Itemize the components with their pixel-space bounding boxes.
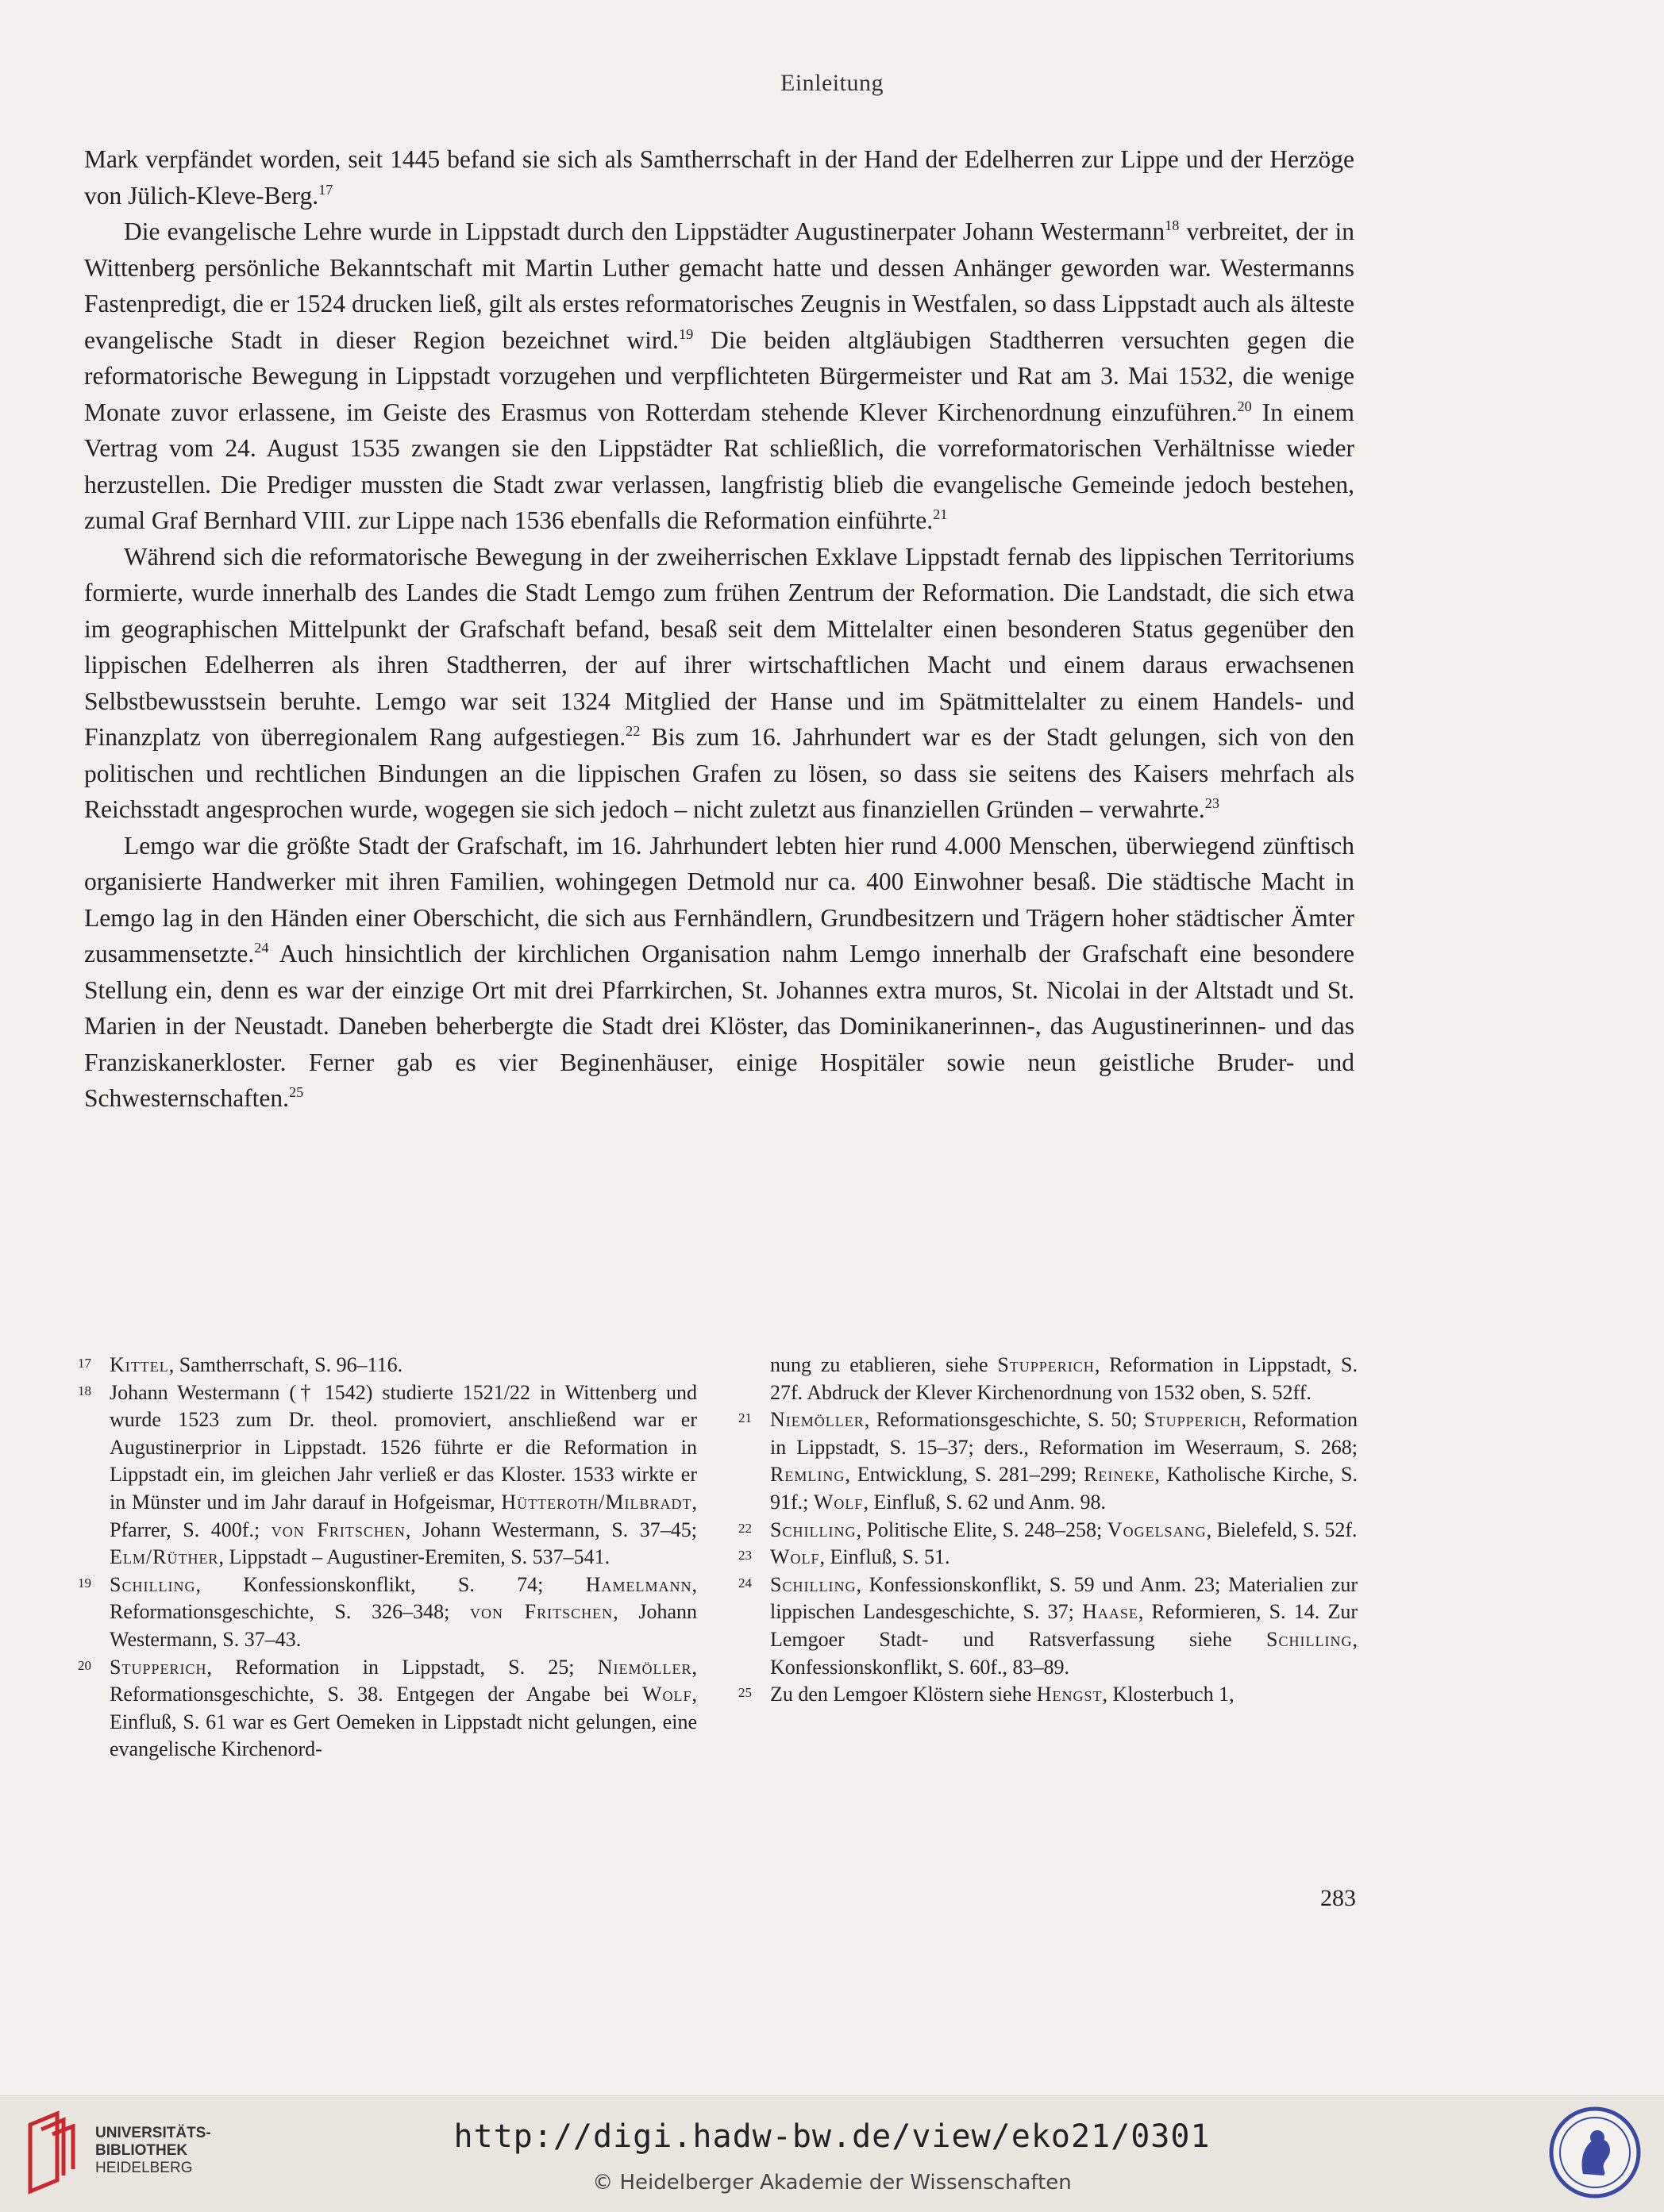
viewer-footer xyxy=(0,2095,1664,2212)
footnote-21: 21 Niemöller, Reformationsgeschichte, S. 50; Stupperich, Reformation in Lippstadt, S. 15–37; ders., Reformation im Weserraum, S. 268; Remling, Entwicklung, S. 281–299; Reineke, Katholische Kirche, S. 91f.; Wolf, Einfluß, S. 62 und Anm. 98. xyxy=(738,1408,1358,1514)
footnotes-left-column xyxy=(78,1352,697,1764)
footnote-ref-17[interactable]: 17 xyxy=(318,181,333,198)
footnote-ref-19[interactable]: 19 xyxy=(678,325,694,342)
footnote-20-continued: nung zu etablieren, siehe Stupperich, Reformation in Lippstadt, S. 27f. Abdruck der Klever Kirchenordnung von 1532 oben, S. 52ff. xyxy=(770,1353,1358,1404)
footnote-ref-25[interactable]: 25 xyxy=(289,1084,304,1101)
footnote-17: 17 Kittel, Samtherrschaft, S. 96–116. xyxy=(78,1353,403,1376)
footnote-25: 25 Zu den Lemgoer Klöstern siehe Hengst, Klosterbuch 1, xyxy=(738,1683,1235,1706)
main-text xyxy=(84,141,1354,1117)
footnote-ref-24[interactable]: 24 xyxy=(254,940,269,956)
footnote-22: 22 Schilling, Politische Elite, S. 248–258; Vogelsang, Bielefeld, S. 52f. xyxy=(738,1518,1358,1541)
running-head: Einleitung xyxy=(780,70,884,96)
copyright-notice: © Heidelberger Akademie der Wissenschaften xyxy=(592,2171,1072,2195)
footnote-20: 20 Stupperich, Reformation in Lippstadt, S. 25; Niemöller, Reformationsgeschichte, S. 38. Entgegen der Angabe bei Wolf, Einfluß, S. 61 war es Gert Oemeken in Lippstadt nicht gelungen, eine evangelische Kirchenord- xyxy=(78,1655,697,1761)
footnotes-right-column xyxy=(738,1352,1358,1764)
page-number: 283 xyxy=(1320,1885,1356,1911)
footnote-23: 23 Wolf, Einfluß, S. 51. xyxy=(738,1545,950,1569)
footnote-ref-18[interactable]: 18 xyxy=(1165,217,1180,234)
footnote-ref-23[interactable]: 23 xyxy=(1204,795,1220,812)
academy-seal-icon[interactable] xyxy=(1548,2106,1642,2199)
library-name[interactable]: UNIVERSITÄTS- BIBLIOTHEK HEIDELBERG xyxy=(95,2125,211,2176)
footnote-18: 18 Johann Westermann († 1542) studierte 1521/22 in Wittenberg und wurde 1523 zum Dr. theol. promoviert, anschließend war er Augustinerprior in Lippstadt. 1526 führte er die Reformation in Lippstadt ein, im gleichen Jahr verließ er das Kloster. 1533 wirkte er in Münster und im Jahr darauf in Hofgeismar, Hütteroth/Milbradt, Pfarrer, S. 400f.; von Fritschen, Johann Westermann, S. 37–45; Elm/Rüther, Lippstadt – Augustiner-Eremiten, S. 537–541. xyxy=(78,1380,697,1569)
footnote-ref-22[interactable]: 22 xyxy=(626,723,641,740)
paragraph-2: Die evangelische Lehre wurde in Lippstadt durch den Lippstädter Augustinerpater Johann Westermann$^{18}$ verbreitet, der in Wittenberg persönliche Bekanntschaft mit Martin Luther gemacht hatte und dessen Anhänger geworden war. Westermanns Fastenpredigt, die er 1524 drucken ließ, gilt als erstes reformatorisches Zeugnis in Westfalen, so dass Lippstadt auch als älteste evangelische Stadt in dieser Region bezeichnet wird.$^{19}$ Die beiden altgläubigen Stadtherren versuchten gegen die reformatorische Bewegung in Lippstadt vorzugehen und verpflichteten Bürgermeister und Rat am 3. Mai 1532, die wenige Monate zuvor erlassene, im Geiste des Erasmus von Rotterdam stehende Klever Kirchenordnung einzuführen.$^{20}$ In einem Vertrag vom 24. August 1535 zwangen sie den Lippstädter Rat schließlich, die vorreformatorischen Verhältnisse wieder herzustellen. Die Prediger mussten die Stadt zwar verlassen, langfristig blieb die evangelische Gemeinde jedoch bestehen, zumal Graf Bernhard VIII. zur Lippe nach 1536 ebenfalls die Reformation einführte.$^{21}$ xyxy=(84,217,1354,534)
footnote-ref-20[interactable]: 20 xyxy=(1237,398,1252,414)
paragraph-1: Mark verpfändet worden, seit 1445 befand sie sich als Samtherrschaft in der Hand der Edelherren zur Lippe und der Herzöge von Jülich-Kleve-Berg.$^{17}$ xyxy=(84,145,1354,210)
footnote-24: 24 Schilling, Konfessionskonflikt, S. 59 und Anm. 23; Materialien zur lippischen Landesgeschichte, S. 37; Haase, Reformieren, S. 14. Zur Lemgoer Stadt- und Ratsverfassung siehe Schilling, Konfessionskonflikt, S. 60f., 83–89. xyxy=(738,1572,1358,1679)
footnote-19: 19 Schilling, Konfessionskonflikt, S. 74; Hamelmann, Reformationsgeschichte, S. 326–348; von Fritschen, Johann Westermann, S. 37–43. xyxy=(78,1572,697,1651)
paragraph-3: Während sich die reformatorische Bewegung in der zweiherrischen Exklave Lippstadt fernab des lippischen Territoriums formierte, wurde innerhalb des Landes die Stadt Lemgo zum frühen Zentrum der Reformation. Die Landstadt, die sich etwa im geographischen Mittelpunkt der Grafschaft befand, besaß seit dem Mittelalter einen besonderen Status gegenüber den lippischen Edelherren als ihren Stadtherren, der auf ihrer wirtschaftlichen Macht und einem daraus erwachsenen Selbstbewusstsein beruhte. Lemgo war seit 1324 Mitglied der Hanse und im Spätmittelalter zu einem Handels- und Finanzplatz von überregionalem Rang aufgestiegen.$^{22}$ Bis zum 16. Jahrhundert war es der Stadt gelungen, sich von den politischen und rechtlichen Bindungen an die lippischen Grafen zu lösen, so dass sie seitens des Kaisers mehrfach als Reichsstadt angesprochen wurde, wogegen sie sich jedoch – nicht zuletzt aus finanziellen Gründen – verwahrte.$^{23}$ xyxy=(84,542,1354,823)
permalink-url[interactable]: http://digi.hadw-bw.de/view/eko21/0301 xyxy=(453,2118,1211,2155)
footnotes xyxy=(78,1352,1358,1764)
paragraph-4: Lemgo war die größte Stadt der Grafschaft, im 16. Jahrhundert lebten hier rund 4.000 Menschen, überwiegend zünftisch organisierte Handwerker mit ihren Familien, wohingegen Detmold nur ca. 400 Einwohner besaß. Die städtische Macht in Lemgo lag in den Händen einer Oberschicht, die sich aus Fernhändlern, Grundbesitzern und Trägern hoher städtischer Ämter zusammensetzte.$^{24}$ Auch hinsichtlich der kirchlichen Organisation nahm Lemgo innerhalb der Grafschaft eine besondere Stellung ein, denn es war der einzige Ort mit drei Pfarrkirchen, St. Johannes extra muros, St. Nicolai in der Altstadt und St. Marien in der Neustadt. Daneben beherbergte die Stadt drei Klöster, das Dominikanerinnen-, das Augustinerinnen- und das Franziskanerkloster. Ferner gab es vier Beginenhäuser, einige Hospitäler sowie neun geistliche Bruder- und Schwesternschaften.$^{25}$ xyxy=(84,831,1354,1112)
footnote-ref-21[interactable]: 21 xyxy=(933,506,948,523)
